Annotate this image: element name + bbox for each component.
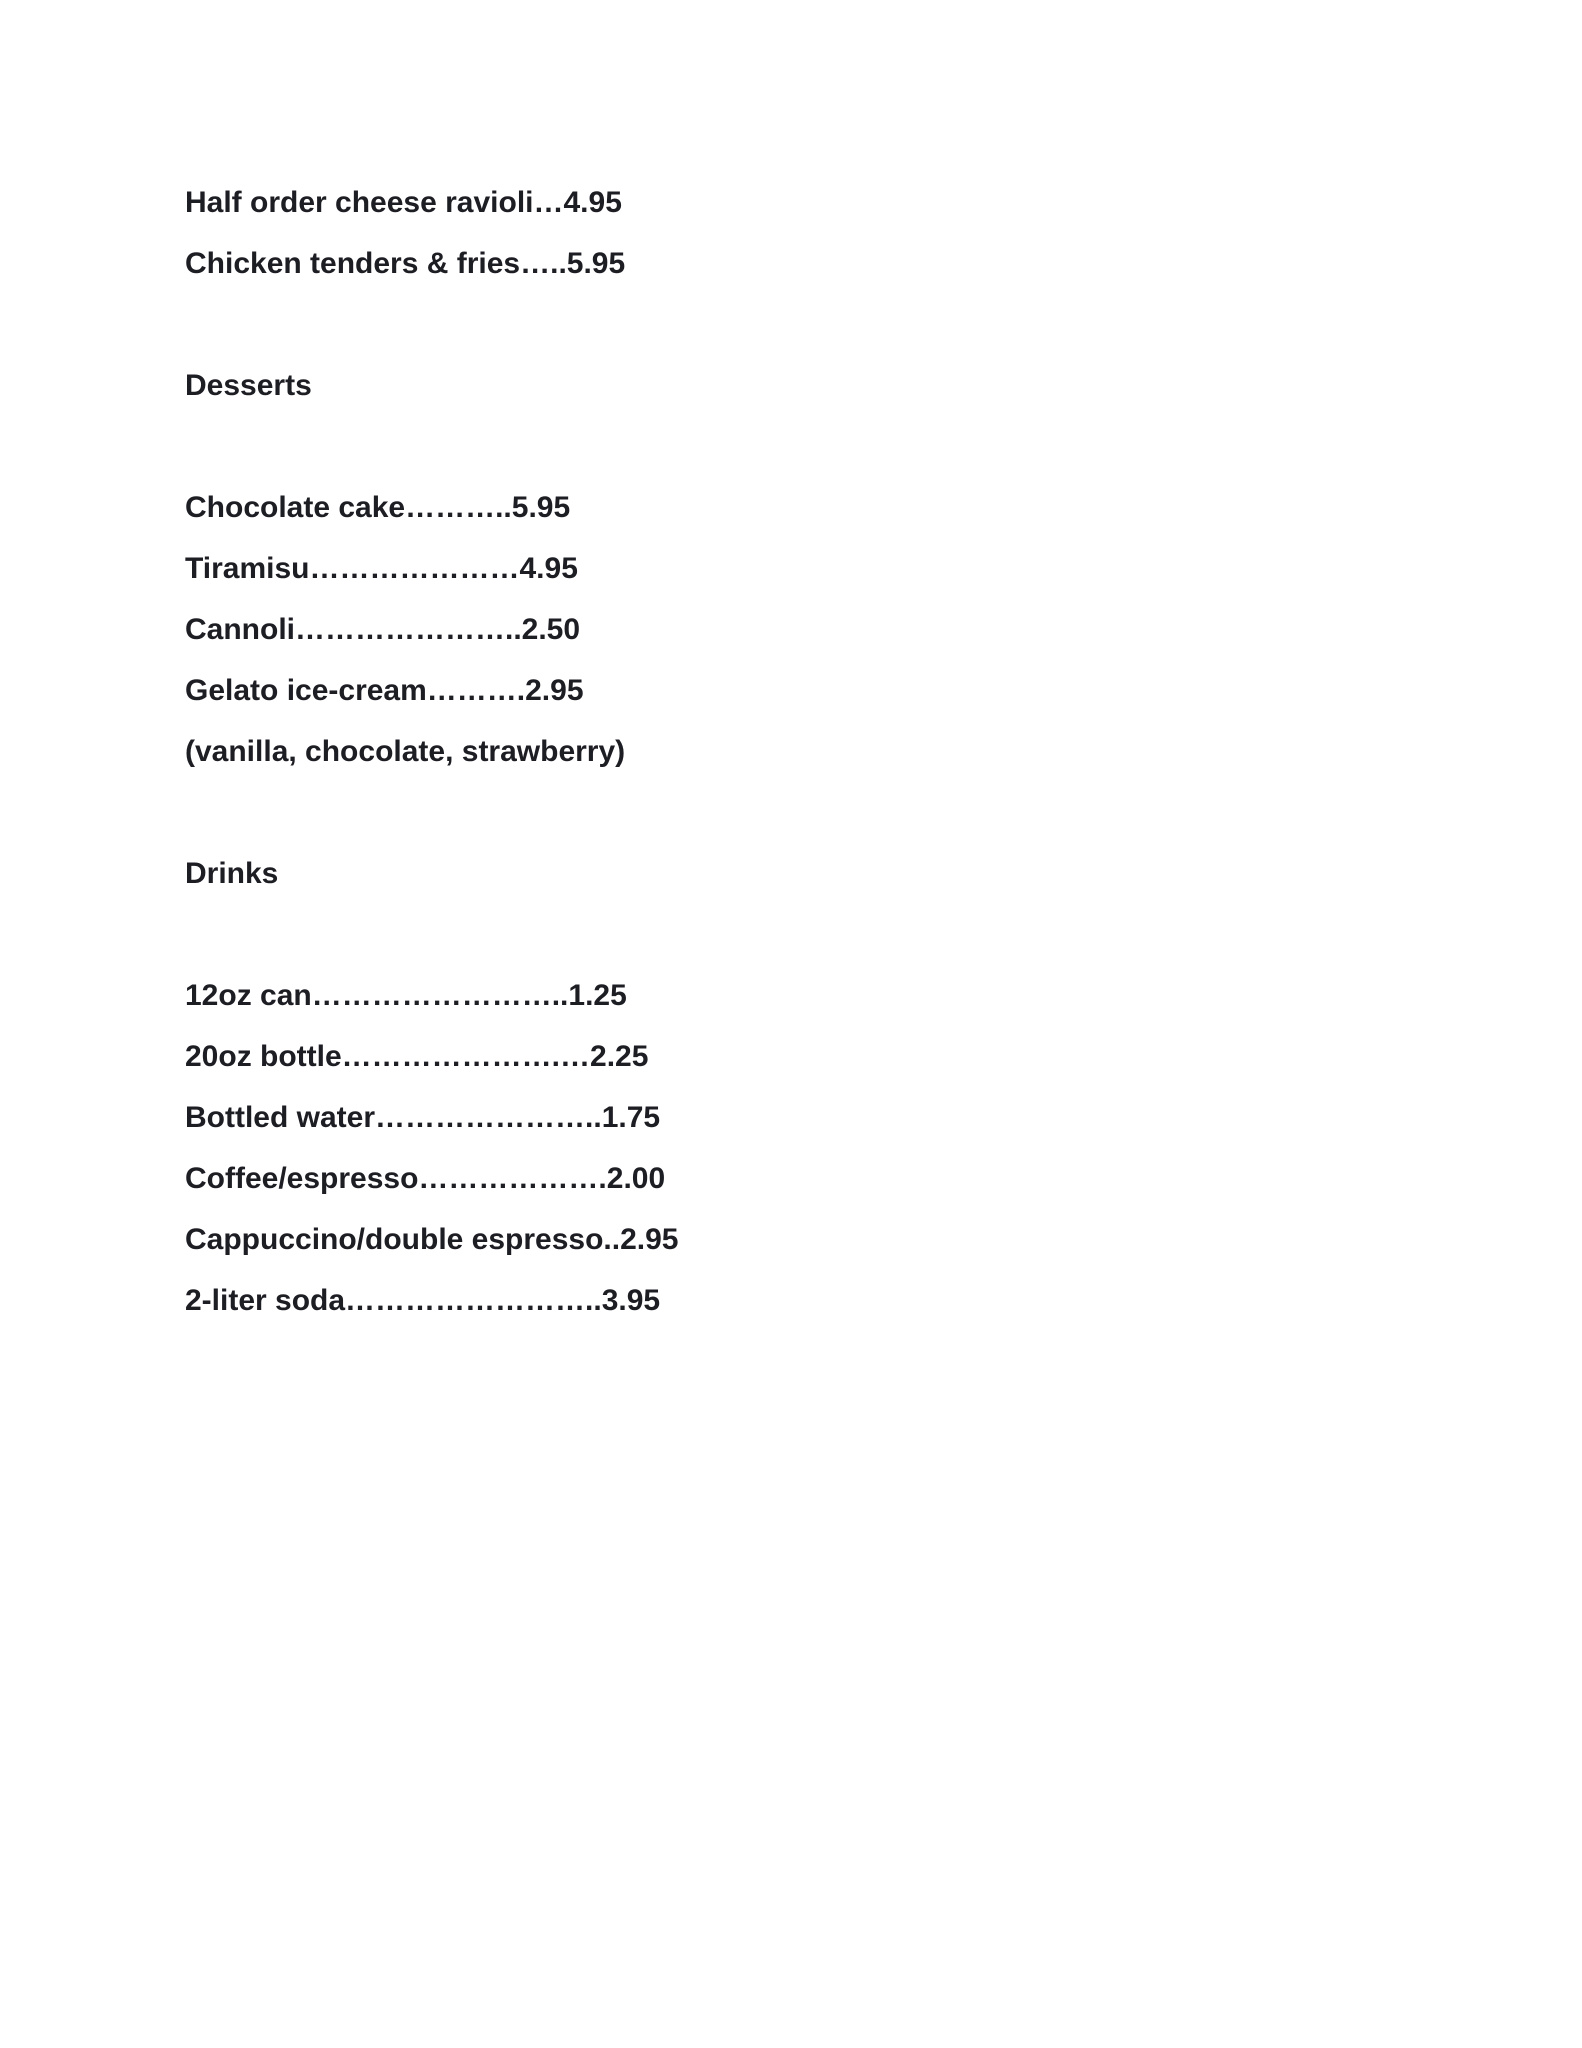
menu-item-gelato-ice-cream: Gelato ice-cream……….2.95	[185, 674, 584, 707]
menu-item-chocolate-cake: Chocolate cake………..5.95	[185, 491, 571, 524]
menu-item-cannoli: Cannoli…………………..2.50	[185, 613, 581, 646]
menu-item-2-liter-soda: 2-liter soda……………………..3.95	[185, 1284, 661, 1317]
menu-item-coffee-espresso: Coffee/espresso……………….2.00	[185, 1162, 666, 1195]
menu-item-half-order-cheese-ravioli: Half order cheese ravioli…4.95	[185, 186, 622, 219]
drinks-heading: Drinks	[185, 857, 279, 890]
menu-item-cappuccino-double-espresso: Cappuccino/double espresso..2.95	[185, 1223, 679, 1256]
gelato-flavors-note: (vanilla, chocolate, strawberry)	[185, 735, 626, 768]
menu-item-chicken-tenders-fries: Chicken tenders & fries…..5.95	[185, 247, 626, 280]
menu-item-12oz-can: 12oz can……………………..1.25	[185, 979, 627, 1012]
menu-item-bottled-water: Bottled water…………………..1.75	[185, 1101, 661, 1134]
menu-item-20oz-bottle: 20oz bottle………………….…2.25	[185, 1040, 649, 1073]
desserts-heading: Desserts	[185, 369, 312, 402]
menu-item-tiramisu: Tiramisu…………………4.95	[185, 552, 578, 585]
